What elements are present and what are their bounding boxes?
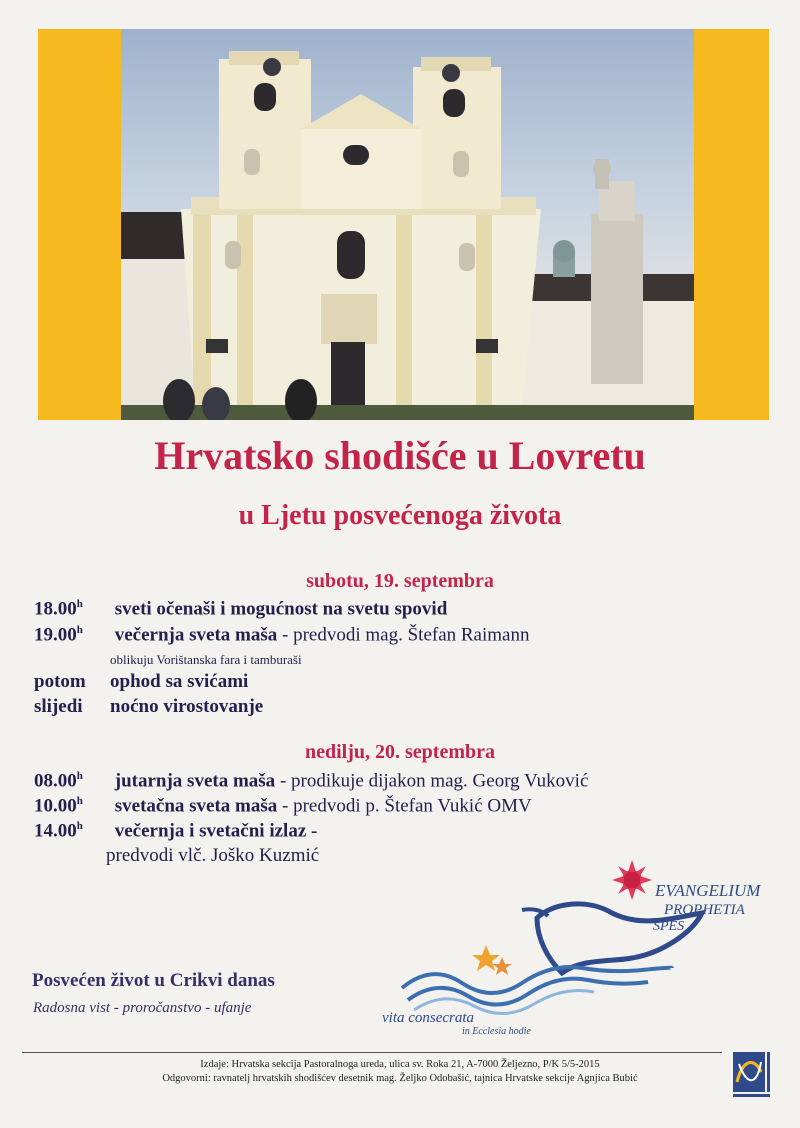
footer-responsible: Odgovorni: ravnatelj hrvatskih shodišćev desetnik mag. Željko Odobašić, tajnica Hrvatske sekcije Agnjica Bubić (162, 1073, 638, 1084)
schedule-row: potom ophod sa svićami (34, 671, 249, 692)
poster-title: Hrvatsko shodišće u Lovretu (154, 433, 646, 478)
logo-line1: EVANGELIUM (655, 881, 761, 900)
schedule-row-continuation: predvodi vlč. Joško Kuzmić (106, 845, 320, 866)
poster-subtitle: u Ljetu posvećenoga života (238, 500, 562, 531)
yellow-panel-right (693, 29, 769, 420)
schedule-row: 18.00$^h$ sveti očenaši i mogućnost na svetu spovid (34, 598, 448, 620)
schedule-note: oblikuju Vorištanska fara i tamburaši (110, 652, 302, 667)
section-emblem (733, 1052, 777, 1098)
logo-line3: SPES (653, 919, 685, 934)
footer-publisher: Izdaje: Hrvatska sekcija Pastoralnoga ureda, ulica sv. Roka 21, A-7000 Željezno, P/K 5/5-2015 (200, 1059, 600, 1070)
logo-ecclesia: in Ecclesia hodie (462, 1026, 531, 1037)
sunday-heading: nedilju, 20. septembra (305, 741, 495, 763)
footer-divider (22, 1052, 722, 1053)
saturday-heading: subotu, 19. septembra (306, 570, 494, 592)
yellow-panel-left (38, 29, 122, 420)
schedule-row: 14.00$^h$ večernja i svetačni izlaz - (34, 820, 318, 842)
schedule-row: slijedi nоćno virostovanje (34, 696, 264, 717)
motto-subtitle: Radosna vist - proročanstvo - ufanje (33, 1000, 252, 1016)
logo-vita: vita consecrata (382, 1010, 475, 1026)
schedule-row: 10.00$^h$ svetačna sveta maša - predvodi p. Štefan Vukić OMV (34, 795, 532, 817)
schedule-row: 08.00$^h$ jutarnja sveta maša - prodikuje dijakon mag. Georg Vuković (34, 770, 589, 792)
vita-consecrata-logo (372, 858, 792, 1038)
logo-line2: PROPHETIA (664, 902, 745, 918)
motto-title: Posvećen život u Crikvi danas (32, 970, 275, 991)
schedule-row: 19.00$^h$ večernja sveta maša - predvodi mag. Štefan Raimann (34, 624, 530, 646)
church-photo (121, 29, 694, 420)
